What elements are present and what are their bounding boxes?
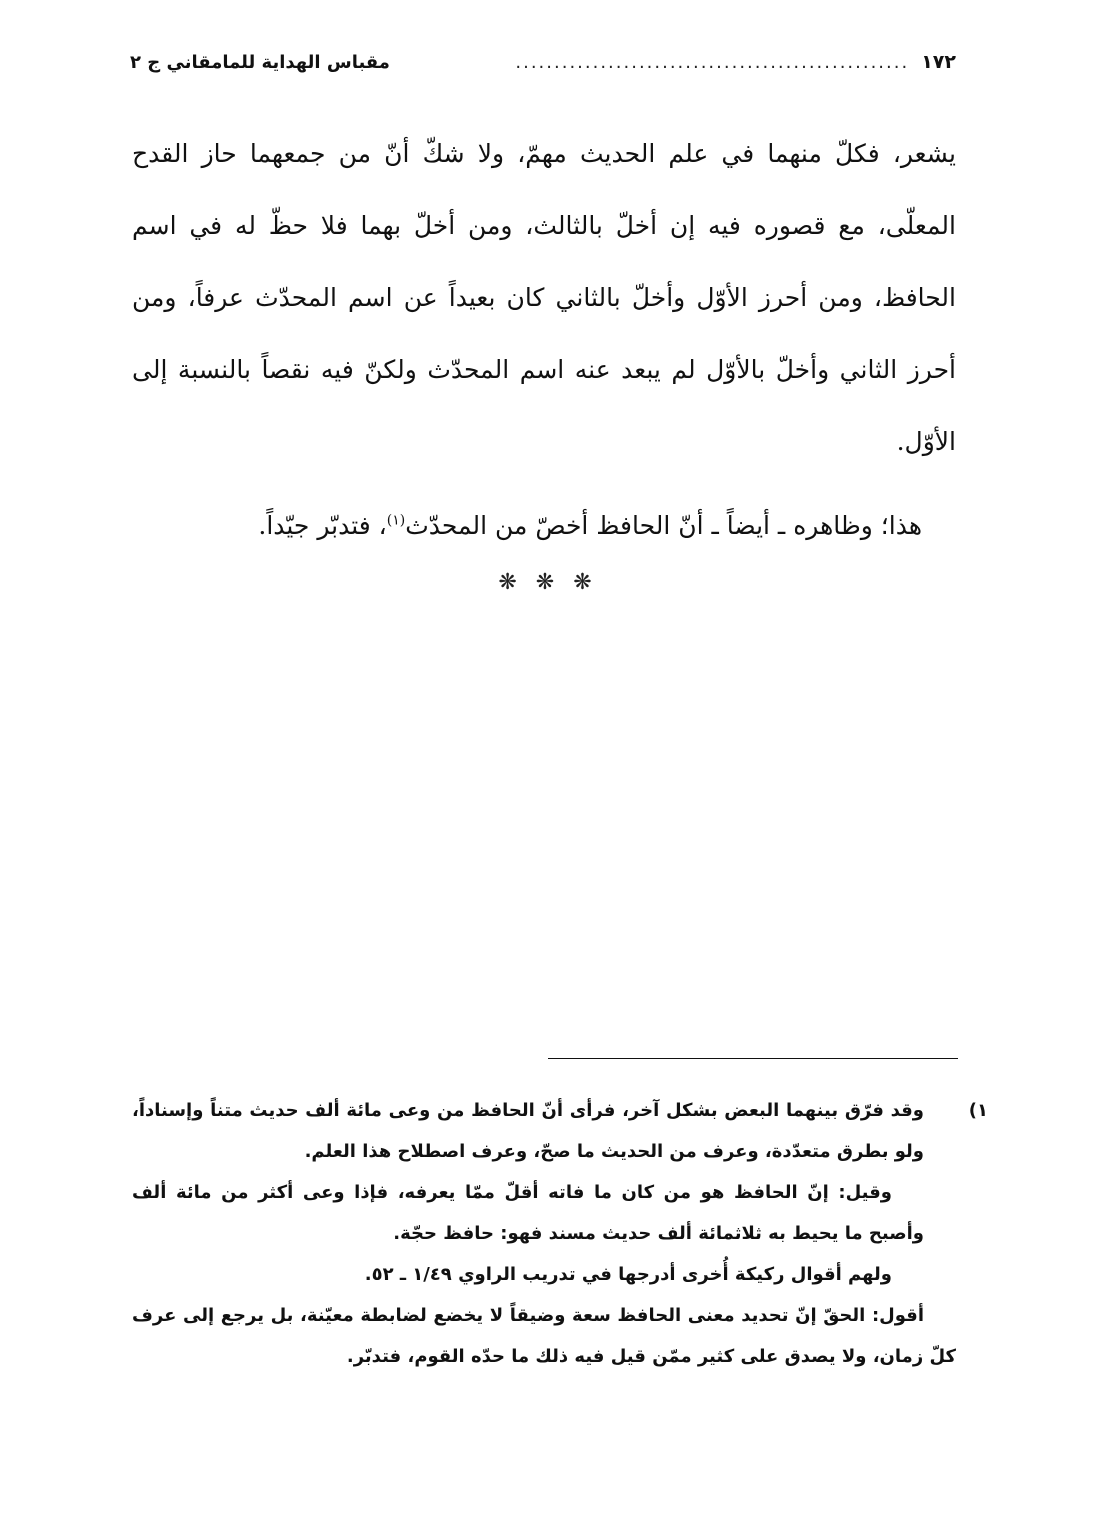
body-paragraph-2-start: هذا؛ وظاهره ـ أيضاً ـ أنّ الحافظ أخصّ من المحدّث <box>405 511 922 540</box>
body-paragraph-2 <box>132 490 956 562</box>
section-separator: ❋ ❋ ❋ <box>498 570 598 595</box>
footnote-1-paragraph-2: وقيل: إنّ الحافظ هو من كان ما فاته أقلّ ممّا يعرفه، فإذا وعى أكثر من مائة ألف وأصبح ما يحيط به ثلاثمائة ألف حديث مسند فهو: حافظ حجّة. <box>132 1182 924 1244</box>
page-number: ١٧٢ <box>921 51 956 73</box>
body-paragraph-2-end: ، فتدبّر جيّداً. <box>258 511 387 540</box>
footnote-reference[interactable]: (١) <box>386 512 406 529</box>
footnote-divider <box>548 1058 958 1059</box>
footnote-1-paragraph-3: ولهم أقوال ركيكة أُخرى أدرجها في تدريب الراوي ١/٤٩ ـ ٥٢. <box>364 1264 892 1285</box>
footnote-1-paragraph-4: أقول: الحقّ إنّ تحديد معنى الحافظ سعة وضيقاً لا يخضع لضابطة معيّنة، بل يرجع إلى عرف كلّ زمان، ولا يصدق على كثير ممّن قيل فيه ذلك ما حدّه القوم، فتدبّر. <box>132 1305 956 1367</box>
header-leader-dots: ................................................... <box>515 51 910 73</box>
body-paragraph-1: يشعر، فكلّ منهما في علم الحديث مهمّ، ولا شكّ أنّ من جمعهما حاز القدح المعلّى، مع قصوره فيه إن أخلّ بالثالث، ومن أخلّ بهما فلا حظّ له في اسم الحافظ، ومن أحرز الأوّل وأخلّ بالثاني كان بعيداً عن اسم المحدّث عرفاً، ومن أحرز الثاني وأخلّ بالأوّل لم يبعد عنه اسم المحدّث ولكنّ فيه نقصاً بالنسبة إلى الأوّل. <box>132 139 956 456</box>
running-header <box>130 44 956 80</box>
main-text <box>132 118 956 562</box>
book-title: مقباس الهداية للمامقاني ج ٢ <box>130 51 390 73</box>
footnote-1 <box>132 1090 988 1172</box>
footnotes <box>132 1090 988 1377</box>
footnote-1-text: وقد فرّق بينهما البعض بشكل آخر، فرأى أنّ الحافظ من وعى مائة ألف حديث متناً وإسناداً، ولو بطرق متعدّدة، وعرف من الحديث ما صحّ، وعرف اصطلاح هذا العلم. <box>132 1100 924 1162</box>
footnote-marker: ١) <box>968 1100 988 1121</box>
